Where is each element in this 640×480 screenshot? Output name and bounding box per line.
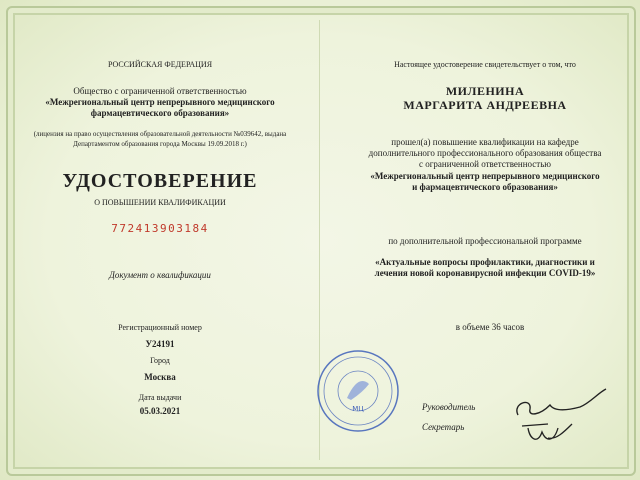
doc-kind: Документ о квалификации [109, 270, 211, 280]
org-type: Общество с ограниченной ответственностью [73, 86, 247, 96]
seal-stamp [315, 348, 401, 434]
city-value: Москва [144, 372, 176, 382]
reg-value: У24191 [145, 339, 175, 349]
license-line1: (лицензия на право осуществления образовательной деятельности №039642, выдана [33, 130, 287, 138]
program-line2: лечения новой коронавирусной инфекции COVID-19» [374, 268, 596, 278]
org-line1: «Межрегиональный центр непрерывного медицинского [370, 171, 600, 181]
date-label: Дата выдачи [138, 393, 182, 402]
city-label: Город [150, 356, 170, 365]
program-line1: «Актуальные вопросы профилактики, диагностики и [375, 257, 595, 267]
text-line1: прошел(а) повышение квалификации на кафедре [391, 137, 579, 147]
stamp-text: МЦ [352, 405, 364, 413]
hours-text: в объеме 36 часов [455, 322, 525, 332]
serial-number: 772413903184 [111, 222, 209, 235]
secretary-label: Секретарь [422, 422, 465, 432]
intro-text: Настоящее удостоверение свидетельствует о том, что [394, 60, 576, 69]
country-label: РОССИЙСКАЯ ФЕДЕРАЦИЯ [107, 60, 213, 69]
program-intro: по дополнительной профессиональной программе [388, 236, 582, 246]
org-line2: и фармацевтического образования» [412, 182, 558, 192]
license-line2: Департаментом образования города Москвы 19.09.2018 г.) [73, 140, 247, 148]
text-line2: дополнительного профессионального образования общества [368, 148, 602, 158]
date-value: 05.03.2021 [139, 406, 181, 416]
doc-subtitle: О ПОВЫШЕНИИ КВАЛИФИКАЦИИ [94, 198, 226, 207]
recipient-given-names: МАРГАРИТА АНДРЕЕВНА [403, 98, 567, 112]
doc-title: УДОСТОВЕРЕНИЕ [62, 170, 258, 192]
org-name-line1: «Межрегиональный центр непрерывного медицинского [45, 97, 275, 107]
head-label: Руководитель [422, 402, 476, 412]
recipient-surname: МИЛЕНИНА [445, 84, 525, 98]
org-name-line2: фармацевтического образования» [90, 108, 230, 118]
text-line3: с ограниченной ответственностью [418, 159, 552, 169]
secretary-signature [518, 418, 578, 448]
reg-label: Регистрационный номер [118, 323, 202, 332]
